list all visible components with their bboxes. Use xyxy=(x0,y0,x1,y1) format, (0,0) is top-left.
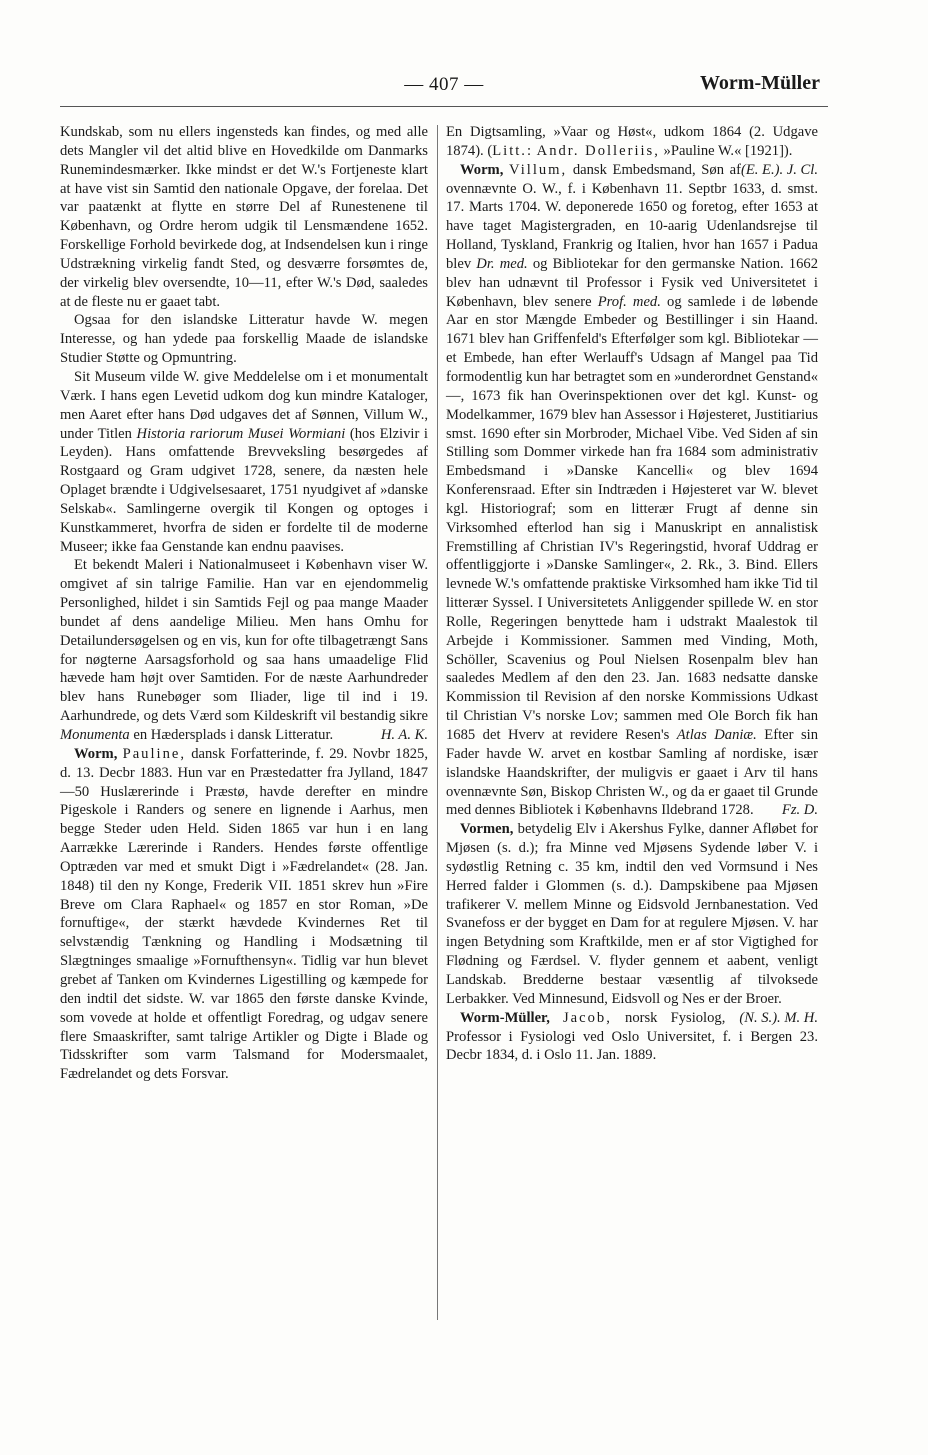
museum-text-b: (hos Elzivir i Leyden). Hans omfattende Brevveksling besørgedes af Rostgaard og Gram udgivet 1728, senere, da næsten hele Oplaget brændte i Udgivelsesaaret, 1751 nyudgivet af »danske Selskab«. Samlingerne overgik til Kongen og optoges i Kunstkammeret, hvorfra de siden er fordelte til de moderne Museer; ikke faa Genstande kan endnu paavises. xyxy=(60,425,428,555)
museum-title: Historia rariorum Musei Wormiani xyxy=(136,425,346,442)
page-number: — 407 — xyxy=(404,74,484,95)
headword-worm-pauline: Worm, xyxy=(74,745,118,762)
museum-text-a: Sit Museum vilde W. give Meddelelse om i et monumentalt Værk. I hans egen Levetid udkom dog kun mindre Kataloger, men Aaret efter hans Død udgaves det af Sønnen, Villum W., under Titlen xyxy=(60,368,428,442)
author-dolleriis: Andr. Dolleriis, xyxy=(536,142,660,159)
villum-text-b: og Bibliotekar for den germanske Nation. 1662 blev han udnævnt til Professor i Fysik ved Universitetet i København, blev senere xyxy=(446,255,818,310)
worm-muller-text: norsk Fysiolog, Professor i Fysiologi ved Oslo Universitet, f. i Bergen 23. Decbr 1834, d. i Oslo 11. Jan. 1889. xyxy=(446,1009,818,1064)
left-column xyxy=(60,123,428,1084)
painting-title: Monumenta xyxy=(60,727,130,743)
signature-hak: H. A. K. xyxy=(380,727,428,743)
signature-mh: (N. S.). M. H. xyxy=(739,1009,818,1026)
column-divider xyxy=(437,125,438,1320)
running-head: Worm-Müller xyxy=(700,72,820,94)
page-header xyxy=(60,70,828,102)
paragraph-runestones: Kundskab, som nu ellers ingensteds kan findes, og med alle dets Mangler vil det altid blive en Hovedkilde om Danmarks Runemindesmærker. Ikke mindst er det W.'s Fortjeneste klart at have vist sin Samtid den nationale Opgave, der forelaa. Det var paatænkt at flytte en større Del af Runestenene til København, og Ordre herom udgik til Lensmændene 1652. Forskellige Forhold bevirkede dog, at Indsendelsen kun i ringe Udstrækning virkelig fandt Sted, og desværre forsømtes de, der virkelig blev oversendte, 10—11, efter W.'s Død, saaledes at de fleste nu er gaaet tabt. xyxy=(60,124,428,310)
litt-label: Litt.: xyxy=(492,142,534,159)
villum-text-c: og samlede i de løbende Aar en stor Mængde Embeder og Bestillinger i sin Haand. 1671 blev han Griffenfeld's Efterfølger som kgl. Bibliotekar — et Embede, han efter Werlauff's Udsagn af Mangel paa Tid formodentlig kun har betragtet som en »underordnet Genstand« —, 1673 fik han Overinspektionen over det kgl. Kunst- og Modelkammer, 1679 blev han Assessor i Højesteret, Justitiarius smst. 1690 efter sin Morbroder, Michael Vibe. Ved Siden af sin Stilling som Dommer virkede han fra 1684 som administrativ Embedsmand i »Danske Kancelli« og blev 1694 Konferensraad. Efter sin Indtræden i Højesteret var W. blevet kgl. Historiograf; som en litterær Frugt af denne sin Virksomhed efterlod han sig i Manuskript en annalistisk Fremstilling af Christian IV's Regeringstid, hvoraf Uddrag er offentliggjorte i »Danske Samlinger«, 2. Rk., 3. Bind. Ellers levnede W.'s omfattende praktiske Virksomhed ham ikke Tid til litterær Syssel. I Universitetets Anliggender spillede W. en stor Rolle, Regeringen benyttede ham i udstrakt Maalestok til Arbejde i Kommissioner. Sammen med Vinding, Moth, Schöller, Scavenius og Poul Nielsen Rosenpalm blev han saaledes Medlem af den den 23. Jan. 1683 nedsatte danske Kommission til Revision af den norske Kommissions Udkast til Christian V's norske Lov; sammen med Ole Borch fik han 1685 det Hverv at revidere Resen's xyxy=(446,293,818,743)
signature-fzd: Fz. D. xyxy=(781,802,818,819)
right-column xyxy=(446,123,818,1065)
header-rule xyxy=(60,106,828,107)
entry-worm-pauline xyxy=(60,745,428,1084)
signature-jcl: (E. E.). J. Cl. xyxy=(740,161,818,178)
villum-atlas: Atlas Daniæ. xyxy=(676,727,757,743)
villum-text-d: Efter sin Fader havde W. arvet en kostbar Samling af nordiske, især islandske Haandskrifter, der muligvis er gaaet i Arv til hans ovennævnte Søn, Biskop Christen W., og da er gaaet til Grunde med dennes Bibliotek i Københavns Ildebrand 1728. xyxy=(446,727,818,819)
villum-text-a: dansk Embedsmand, Søn af ovennævnte O. W., f. i København 11. Septbr 1633, d. smst. 17. Marts 1704. W. deponerede 1650 og foretog, efter 1653 at have taget Magistergraden, en 10-aarig Udenlandsrejse til Holland, Tyskland, Frankrig og Italien, hvor han 1657 i Padua blev xyxy=(446,161,818,272)
pauline-cont-ref: »Pauline W.« [1921]). xyxy=(659,142,793,159)
villum-profmed: Prof. med. xyxy=(597,293,661,310)
headword-vormen: Vormen, xyxy=(460,821,514,838)
paragraph-icelandic: Ogsaa for den islandske Litteratur havde W. megen Interesse, og han ydede paa forskellig Maade de islandske Studier Støtte og Opmuntring. xyxy=(60,312,428,367)
headword-worm-muller: Worm-Müller, xyxy=(460,1009,550,1026)
name-jacob: Jacob, xyxy=(563,1009,612,1026)
entry-worm-villum xyxy=(446,161,818,821)
paragraph-museum xyxy=(60,368,428,556)
painting-text-a: Et bekendt Maleri i Nationalmuseet i København viser W. omgivet af sin talrige Familie. Han var en ejendommelig Personlighed, hildet i sin Samtids Fejl og paa mange Maader bundet af dens aandelige Milieu. Men hans Omhu for Detailundersøgelsen og en vis, kun for ofte tilbagetrængt Sans for nøgterne Aarsagsforhold og saa hans umaadelige Flid hævede ham højt over Samtiden. For de næste Aarhundreder blev hans Runebøger som Iliader, lige til ind i 19. Aarhundrede, og dets Værd som Kildeskrift vil bestandig sikre xyxy=(60,557,428,725)
pauline-cont-text: En Digtsamling, »Vaar og Høst«, udkom 1864 (2. Udgave 1874). ( xyxy=(446,124,818,159)
vormen-text: betydelig Elv i Akershus Fylke, danner Afløbet for Mjøsen (s. d.); fra Minne ved Mjøsens Sydende løber V. i sydøstlig Retning c. 35 km, indtil den ved Vormsund i Nes Herred falder i Glommen (s. d.). Dampskibene paa Mjøsen trafikerer V. mellem Minne og Eidsvold Jernbanestation. Ved Svanefoss er der bygget en Dam for at regulere Mjøsen. V. har ingen Betydning som Kraftkilde, men er af stor Vigtighed for Flødning og Færdsel. V. flyder gennem et aabent, venligt Landskab. Bredderne bestaar væsentlig af tilvoksede Lerbakker. Ved Minnesund, Eidsvoll og Nes er der Broer. xyxy=(446,821,818,1007)
villum-drmed: Dr. med. xyxy=(476,255,528,272)
headword-worm-villum: Worm, xyxy=(460,161,504,178)
entry-text-pauline: dansk Forfatterinde, f. 29. Novbr 1825, d. 13. Decbr 1883. Hun var en Præstedatter fra Jylland, 1847—50 Huslærerinde i Præstø, havde derefter en mindre Pigeskole i Randers og senere en lignende i Aarhus, men begge Steder uden Held. Siden 1865 var hun i en lang Aarrække Lærerinde i Randers. Hendes første offentlige Optræden var med et smukt Digt i »Fædrelandet« (28. Jan. 1848) til den ny Konge, Frederik VII. 1851 skrev hun »Fire Breve om Clara Raphael« og 1857 en stor Roman, »De fornuftige«, der stærkt hævdede Kvindernes Ret til selvstændig Tænkning og Handling i Modsætning til Slægtninges smaalige »Fornufthensyn«. Tidlig var hun blevet grebet af Tanken om Kvindernes Ligestilling og kæmpede for den indtil det sidste. W. var 1865 den første danske Kvinde, som vovede at holde et offentligt Foredrag, og udgav senere flere Smaaskrifter, samt talrige Artikler og Digte i Blade og Tidsskrifter som varm Talsmand for Modersmaalet, Fædrelandet og dets Forsvar. xyxy=(60,745,428,1083)
paragraph-painting xyxy=(60,556,428,744)
name-villum: Villum, xyxy=(509,161,568,178)
painting-text-b: en Hædersplads i dansk Litteratur. xyxy=(129,727,334,743)
name-pauline: Pauline, xyxy=(122,745,187,762)
